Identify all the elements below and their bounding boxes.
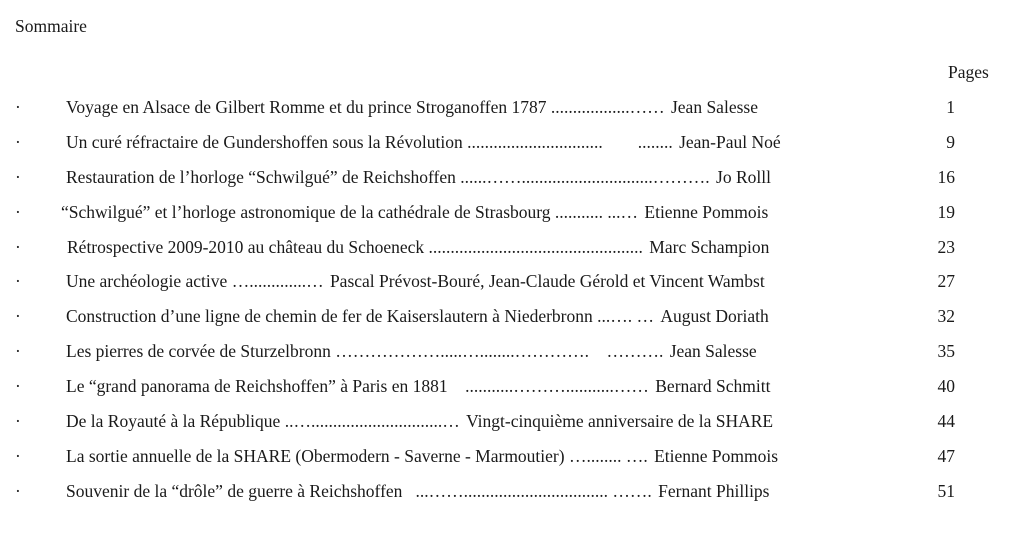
entry-title: Souvenir de la “drôle” de guerre à Reichshoffen <box>66 480 403 501</box>
toc-entry <box>0 304 1022 339</box>
toc-entry-text <box>66 341 1022 362</box>
entry-title: Construction d’une ligne de chemin de fer de Kaiserslautern à Niederbronn <box>66 306 593 327</box>
toc-entry <box>0 374 1022 409</box>
entry-title: Le “grand panorama de Reichshoffen” à Paris en 1881 <box>66 376 448 397</box>
entry-title: Restauration de l’horloge “Schwilgué” de Reichshoffen <box>66 166 456 187</box>
entry-author: Marc Schampion <box>649 236 770 257</box>
entry-author: Vingt-cinquième anniversaire de la SHARE <box>466 411 774 432</box>
toc-entry-text <box>66 97 1022 118</box>
entry-page-number: 35 <box>937 341 955 362</box>
bullet: · <box>15 480 21 501</box>
entry-author: Jean Salesse <box>670 97 758 117</box>
toc-entry-text <box>66 306 1022 327</box>
bullet: · <box>15 271 21 292</box>
toc-entry <box>0 95 1022 130</box>
toc-entry <box>0 235 1022 270</box>
entry-page-number: 9 <box>946 131 955 152</box>
toc-entry-text <box>66 271 1022 292</box>
toc-entry-text <box>66 446 1022 467</box>
entry-title: Une archéologie active <box>66 271 228 292</box>
entry-title: De la Royauté à la République <box>66 411 281 432</box>
dot-leader: ............................... ........ <box>467 131 673 152</box>
toc-entry-text <box>61 202 1022 223</box>
toc-entry <box>0 130 1022 165</box>
entry-page-number: 1 <box>946 97 955 117</box>
entry-author: Jean-Paul Noé <box>679 131 781 152</box>
dot-leader: ……………….....…........…………. ………. <box>335 341 664 362</box>
entry-author: Etienne Pommois <box>654 445 779 466</box>
entry-page-number: 16 <box>937 166 955 187</box>
entry-title: Rétrospective 2009-2010 au château du Schoeneck <box>67 236 425 257</box>
toc-entry-text <box>67 237 1022 258</box>
entry-title: Les pierres de corvée de Sturzelbronn <box>66 341 331 362</box>
entry-author: Jo Rolll <box>716 166 771 187</box>
entry-page-number: 51 <box>937 480 955 501</box>
bullet: · <box>15 166 21 187</box>
entry-title: “Schwilgué” et l’horloge astronomique de la cathédrale de Strasbourg <box>61 201 551 222</box>
bullet: · <box>15 201 21 222</box>
toc-entry <box>0 339 1022 374</box>
dot-leader: …........ …. <box>568 445 648 466</box>
entry-title: La sortie annuelle de la SHARE (Obermodern - Saverne - Marmoutier) <box>66 445 565 466</box>
entry-title: Voyage en Alsace de Gilbert Romme et du prince Stroganoffen 1787 <box>66 97 547 117</box>
bullet: · <box>15 236 21 257</box>
entry-author: Pascal Prévost-Bouré, Jean-Claude Gérold et Vincent Wambst <box>329 271 765 292</box>
page-title: Sommaire <box>15 16 87 36</box>
toc-entry <box>0 269 1022 304</box>
dot-leader: ......……..............................………. <box>460 166 710 187</box>
entry-page-number: 27 <box>937 271 955 292</box>
toc-entry <box>0 479 1022 514</box>
dot-leader: ..................…… <box>550 97 665 117</box>
entry-author: Jean Salesse <box>669 341 757 362</box>
bullet: · <box>15 131 21 152</box>
entry-page-number: 47 <box>937 445 955 466</box>
toc-entry <box>0 165 1022 200</box>
toc-entry <box>0 200 1022 235</box>
toc-entry-text <box>66 481 1022 502</box>
entry-page-number: 44 <box>937 411 955 432</box>
toc-entry-text <box>66 376 1022 397</box>
entry-page-number: 40 <box>937 376 955 397</box>
toc-entry-text <box>66 132 1022 153</box>
bullet: · <box>15 411 21 432</box>
dot-leader: ...........………...........…… <box>465 376 649 397</box>
entry-title: Un curé réfractaire de Gundershoffen sous la Révolution <box>66 131 463 152</box>
bullet: · <box>15 97 21 117</box>
entry-author: August Doriath <box>660 306 769 327</box>
dot-leader: ...……................................. ……. <box>415 480 652 501</box>
toc-entry-text <box>66 167 1022 188</box>
dot-leader: ...…. … <box>597 306 655 327</box>
bullet: · <box>15 341 21 362</box>
toc-entry <box>0 444 1022 479</box>
entry-author: Etienne Pommois <box>644 201 769 222</box>
table-of-contents <box>0 95 1022 514</box>
toc-entry <box>0 409 1022 444</box>
entry-page-number: 19 <box>937 201 955 222</box>
dot-leader: ….............… <box>231 271 324 292</box>
bullet: · <box>15 376 21 397</box>
entry-page-number: 23 <box>937 236 955 257</box>
bullet: · <box>15 445 21 466</box>
entry-author: Bernard Schmitt <box>655 376 771 397</box>
dot-leader: ..…..............................… <box>284 411 460 432</box>
entry-author: Fernant Phillips <box>658 480 770 501</box>
entry-page-number: 32 <box>937 306 955 327</box>
toc-entry-text <box>66 411 1022 432</box>
dot-leader: ........... ...… <box>554 201 639 222</box>
bullet: · <box>15 306 21 327</box>
pages-column-header: Pages <box>948 62 989 82</box>
dot-leader: ................................................. <box>428 236 643 257</box>
